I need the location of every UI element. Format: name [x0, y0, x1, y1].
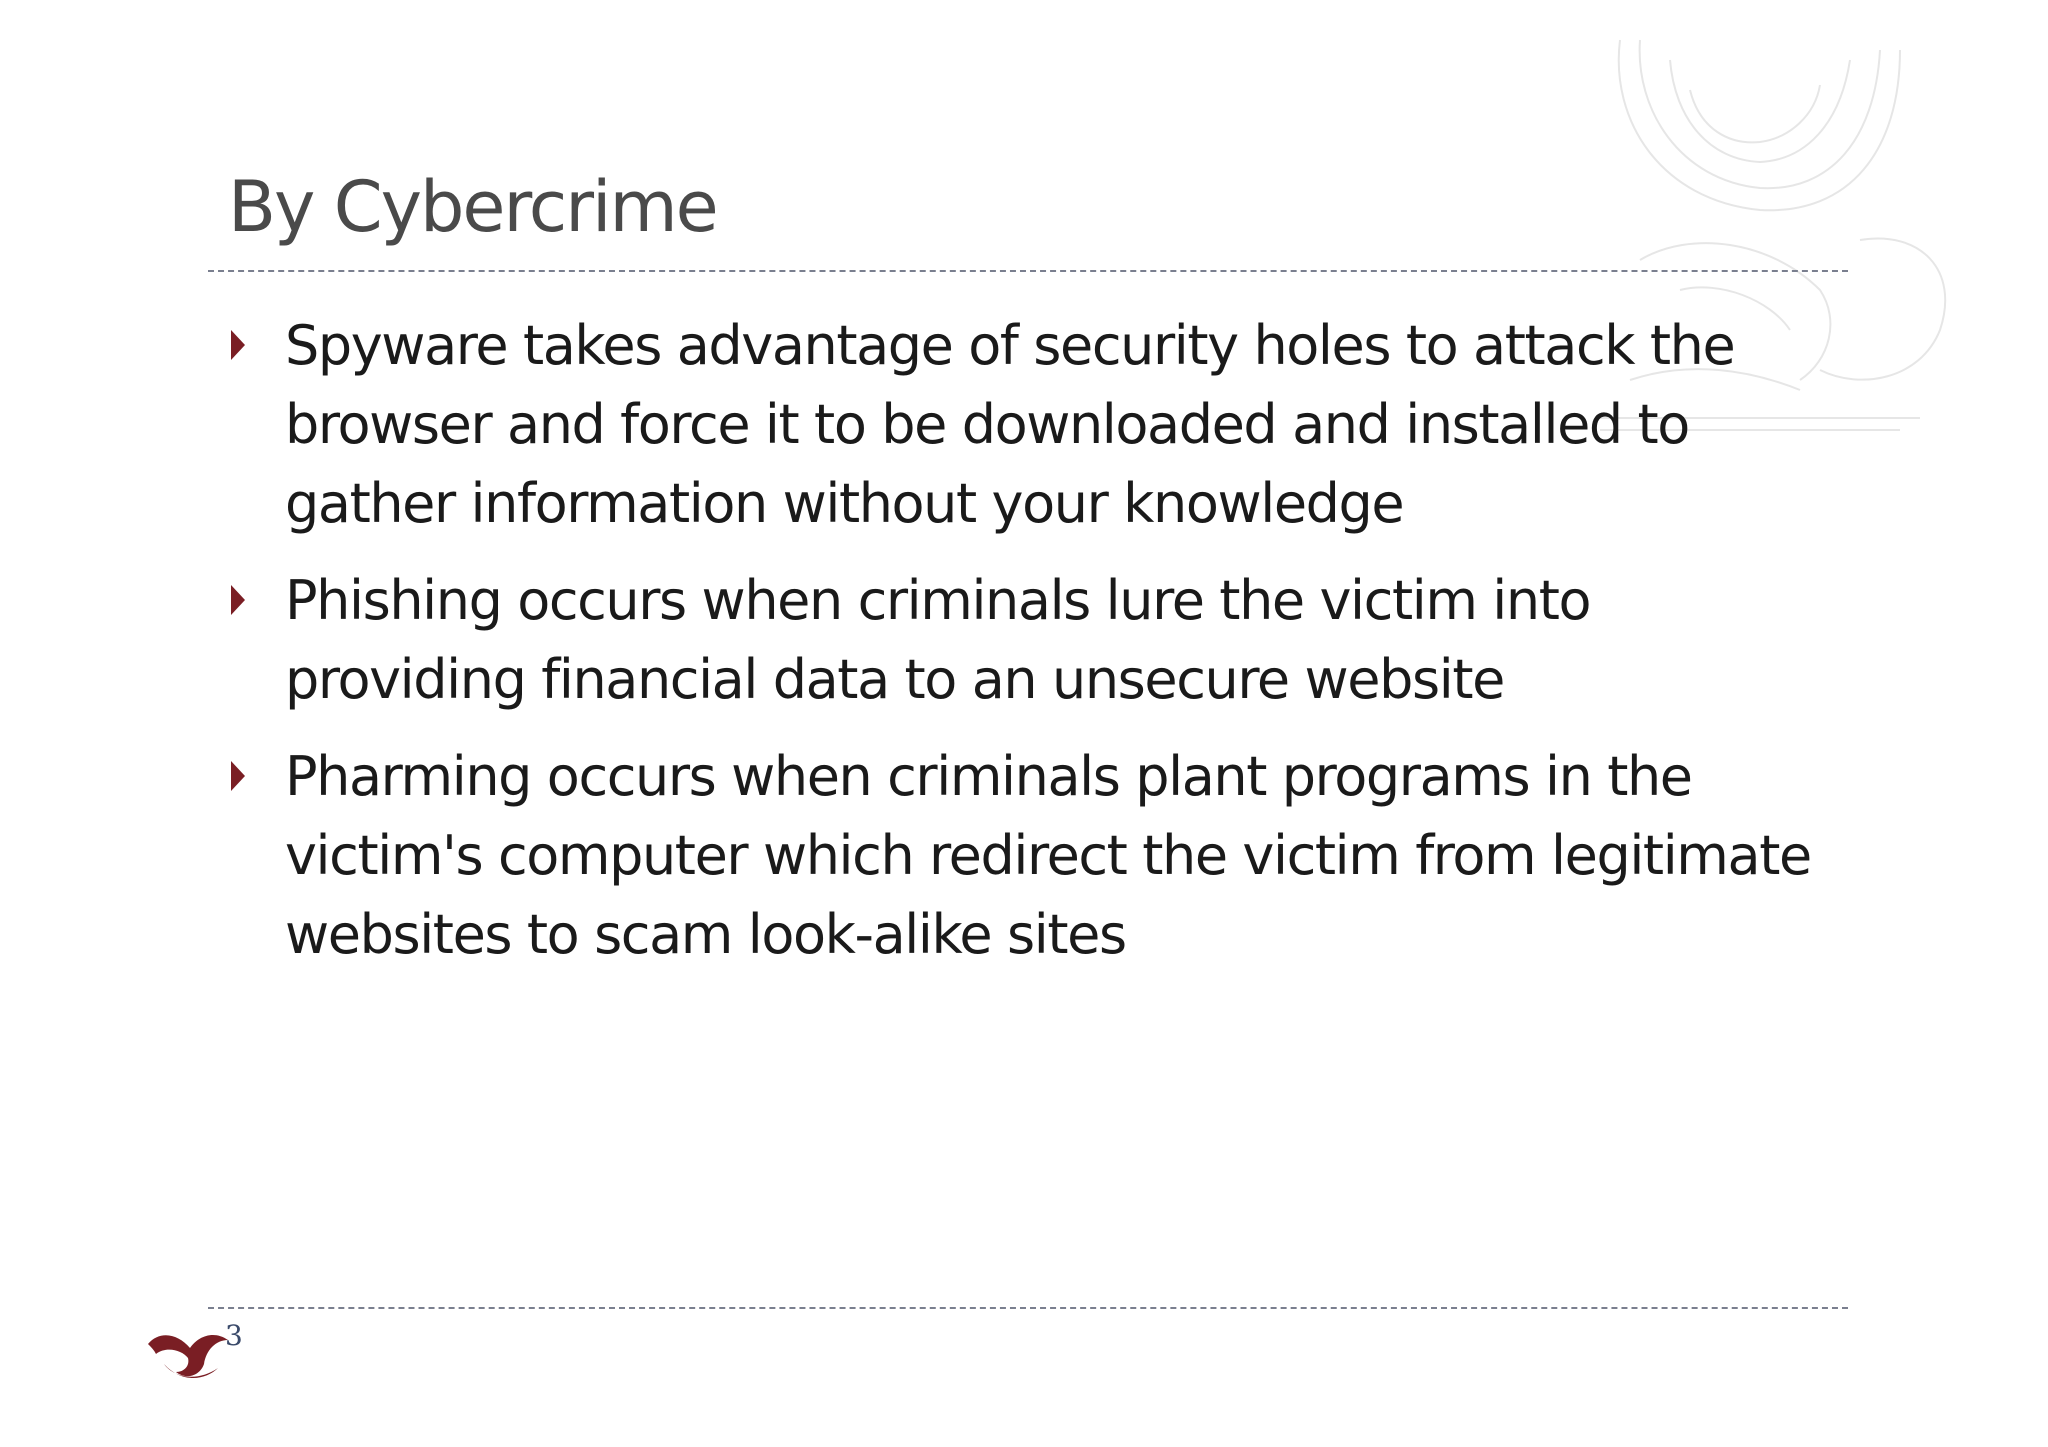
footer-divider — [208, 1307, 1848, 1309]
bullet-item — [228, 737, 1828, 974]
bullet-item — [228, 306, 1828, 543]
triangle-right-icon — [231, 330, 245, 360]
triangle-right-icon — [231, 585, 245, 615]
title-divider — [208, 270, 1848, 272]
bullet-list — [228, 306, 1828, 992]
bullet-text: Spyware takes advantage of security holes to attack the browser and force it to be downloaded and installed to gather information without your knowledge — [285, 314, 1735, 535]
slide-title: By Cybercrime — [228, 166, 717, 248]
bullet-text: Pharming occurs when criminals plant programs in the victim's computer which redirect the victim from legitimate websites to scam look-alike sites — [285, 745, 1811, 966]
bullet-item — [228, 561, 1828, 719]
triangle-right-icon — [231, 761, 245, 791]
page-number: 3 — [225, 1319, 243, 1352]
bullet-text: Phishing occurs when criminals lure the victim into providing financial data to an unsecure website — [285, 569, 1591, 711]
